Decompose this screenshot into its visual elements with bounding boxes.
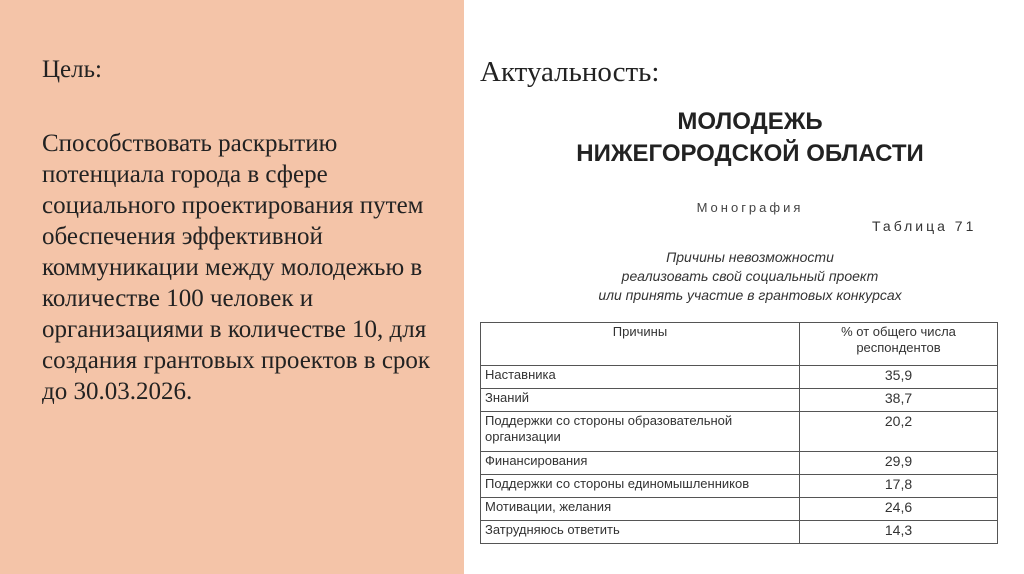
caption-line: или принять участие в грантовых конкурсах: [598, 287, 902, 303]
row-value: 35,9: [800, 366, 998, 389]
row-reason: Наставника: [481, 366, 800, 389]
row-value: 14,3: [800, 521, 998, 544]
table-row: [481, 475, 998, 498]
row-reason: Поддержки со стороны образовательной организации: [481, 412, 800, 452]
goal-heading: Цель:: [42, 56, 102, 83]
book-subtitle: Монография: [696, 200, 804, 215]
row-reason: Поддержки со стороны единомышленников: [481, 475, 800, 498]
table-number: Таблица 71: [872, 218, 977, 234]
book-title-line-1: МОЛОДЕЖЬ: [677, 108, 823, 135]
row-value: 38,7: [800, 389, 998, 412]
survey-table: [480, 322, 998, 544]
caption-line: реализовать свой социальный проект: [621, 268, 879, 284]
table-row: [481, 452, 998, 475]
caption-line: Причины невозможности: [666, 249, 834, 265]
table-row: [481, 412, 998, 452]
row-value: 24,6: [800, 498, 998, 521]
header-reasons: Причины: [481, 323, 800, 366]
goal-text: Способствовать раскрытию потенциала города в сфере социального проектирования путем обеспечения эффективной коммуникации между молодежью в количестве 100 человек и организациями в количестве 10, для создания грантовых проектов в срок до 30.03.2026.: [42, 130, 431, 405]
row-value: 17,8: [800, 475, 998, 498]
row-reason: Финансирования: [481, 452, 800, 475]
table-row: [481, 366, 998, 389]
relevance-heading: Актуальность:: [480, 56, 660, 88]
row-reason: Затрудняюсь ответить: [481, 521, 800, 544]
book-title-line-2: НИЖЕГОРОДСКОЙ ОБЛАСТИ: [576, 140, 924, 167]
row-value: 20,2: [800, 412, 998, 452]
header-percent: % от общего числа респондентов: [800, 323, 998, 366]
table-caption: [530, 248, 970, 305]
row-value: 29,9: [800, 452, 998, 475]
book-title: [560, 106, 940, 170]
table-row: [481, 498, 998, 521]
table-header-row: [481, 323, 998, 366]
table-row: [481, 389, 998, 412]
row-reason: Мотивации, желания: [481, 498, 800, 521]
row-reason: Знаний: [481, 389, 800, 412]
table-row: [481, 521, 998, 544]
